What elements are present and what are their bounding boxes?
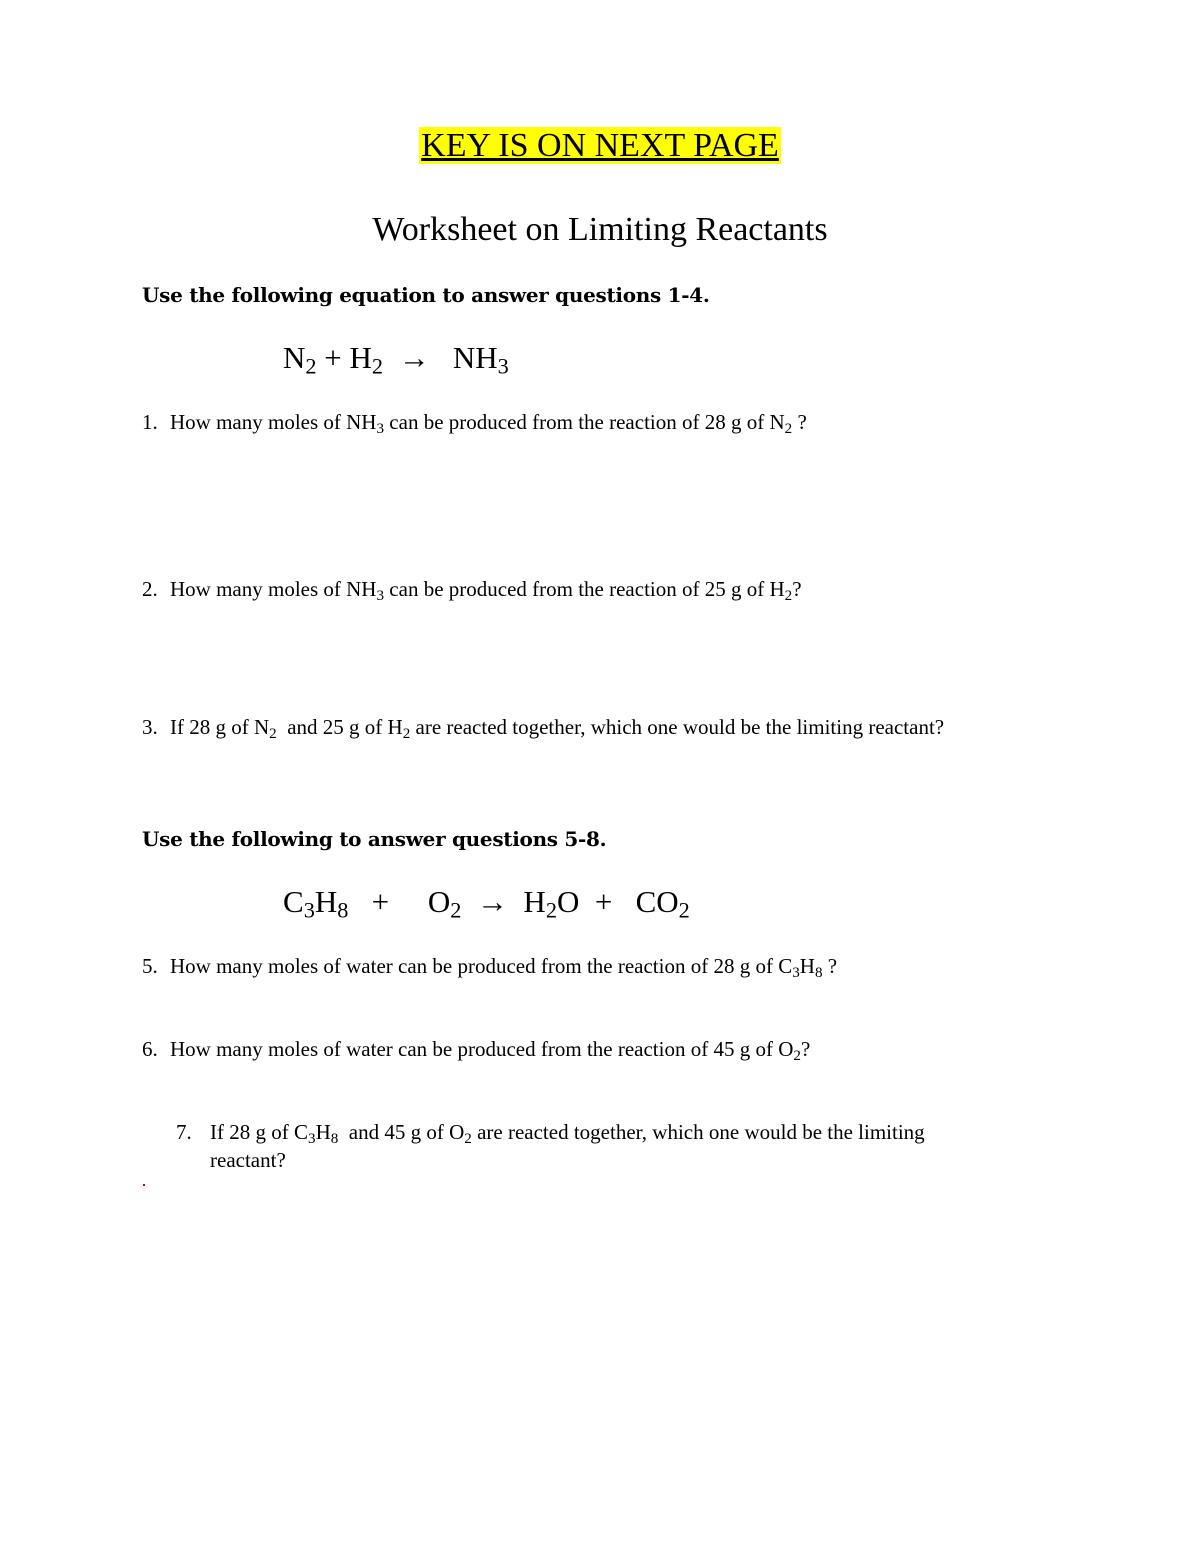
question-7-continuation: reactant?	[210, 1148, 286, 1172]
section1-heading: Use the following equation to answer questions 1-4.	[142, 283, 710, 307]
equation-propane: $C_3H_8$ + $O_2 \to H_2O$ + $CO_2$	[283, 884, 690, 923]
question-3: 3. If 28 g of $N_2$ and 25 g of $H_2$ are reacted together, which one would be the limiting reactant?	[142, 715, 945, 742]
question-5: 5. How many moles of water can be produced from the reaction of 28 g of $C_3H_8$ ?	[142, 954, 838, 981]
equation-ammonia: $N_2 + H_2$ → $NH_3$	[283, 340, 509, 379]
page-title: Worksheet on Limiting Reactants	[372, 211, 828, 248]
section2-heading: Use the following to answer questions 5-8.	[142, 827, 607, 851]
stray-mark	[143, 1184, 145, 1186]
question-7: 7. If 28 g of $C_3H_8$ and 45 g of $O_2$ are reacted together, which one would be the limiting	[176, 1120, 925, 1147]
key-banner	[0, 126, 1200, 166]
question-1: 1. How many moles of $NH_3$ can be produced from the reaction of 28 g of $N_2$ ?	[142, 410, 807, 437]
question-2: 2. How many moles of $NH_3$ can be produced from the reaction of 25 g of $H_2$?	[142, 577, 802, 604]
key-banner-text: KEY IS ON NEXT PAGE	[421, 127, 779, 164]
question-6: 6. How many moles of water can be produced from the reaction of 45 g of $O_2$?	[142, 1037, 811, 1064]
